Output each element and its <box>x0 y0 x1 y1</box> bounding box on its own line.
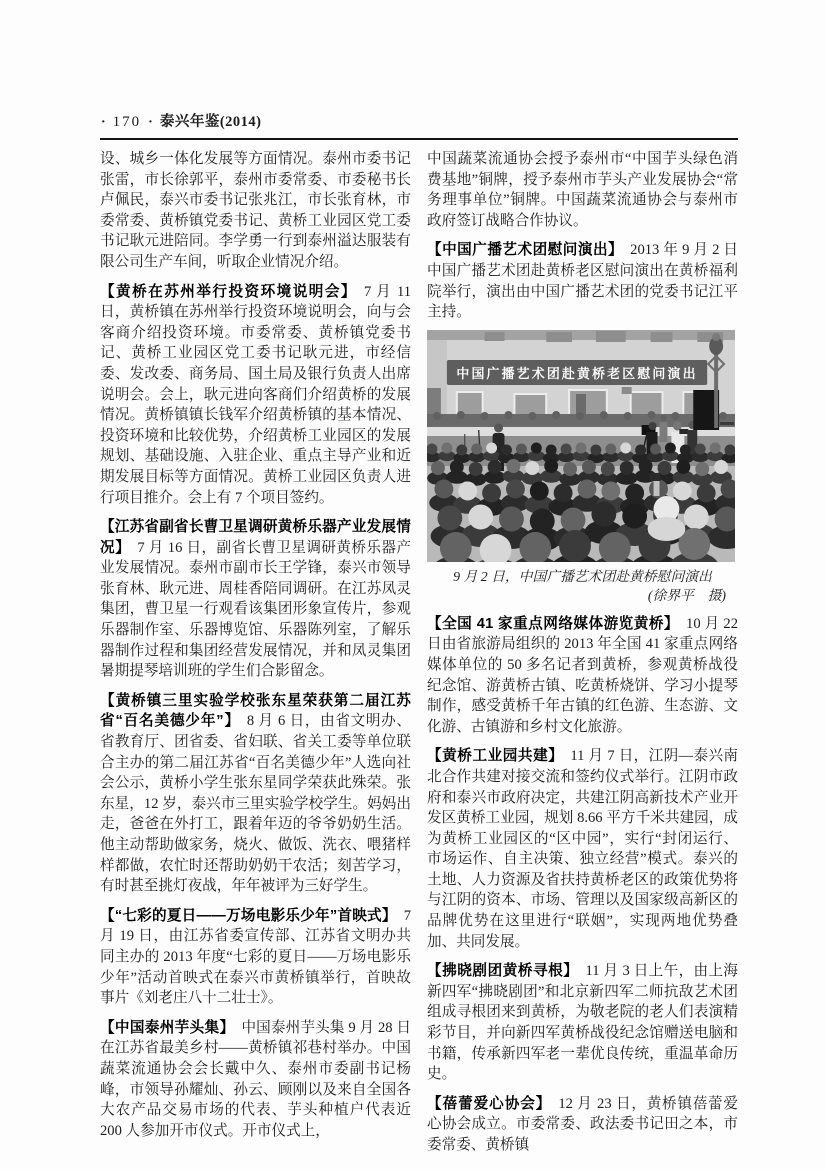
article <box>100 906 411 1009</box>
article <box>427 746 738 952</box>
article-heading: 【黄桥在苏州举行投资环境说明会】 <box>100 283 357 300</box>
article-body: 11 月 3 日上午，由上海新四军“拂晓剧团”和北京新四军二师抗敌艺术团组成寻根团来到黄桥，为敬老院的老人们表演精彩节目，并向新四军黄桥战役纪念馆赠送电脑和书籍，传承新四军老一辈优良传统，重温革命历史。 <box>427 963 738 1083</box>
left-column <box>100 149 411 1156</box>
article-heading: 【拂晓剧团黄桥寻根】 <box>427 963 579 980</box>
banner-text: 中国广播艺术团赴黄桥老区慰问演出 <box>456 365 698 381</box>
news-photo <box>427 330 735 562</box>
book-title: 泰兴年鉴(2014) <box>159 114 262 130</box>
continuation-paragraph: 设、城乡一体化发展等方面情况。泰州市委书记张雷，市长徐郭平，泰州市委常委、市委秘书长卢佩民，泰兴市委书记张兆江，市长张育林，市委常委、黄桥镇党委书记、黄桥工业园区党工委书记耿元进陪同。李学勇一行到泰州溢达服装有限公司生产车间，听取企业情况介绍。 <box>100 151 411 270</box>
article-body: 12 月 23 日，黄桥镇蓓蕾爱心协会成立。市委常委、政法委书记田之本，市委常委、黄桥镇 <box>427 1095 738 1153</box>
article <box>427 614 738 738</box>
photo-caption: 9 月 2 日，中国广播艺术团赴黄桥慰问演出 <box>453 568 712 584</box>
article-body: 8 月 6 日，由省文明办、省教育厅、团省委、省妇联、省关工委等单位联合主办的第二届江苏省“百名美德少年”人选向社会公示，黄桥小学生张东星同学荣获此殊荣。张东星，12 岁，泰兴市三里实验学校学生。妈妈出走，爸爸在外打工，跟着年迈的爷爷奶奶生活。他主动帮助做家务，烧火、做饭、洗衣、喂猪样样都做，农忙时还帮助奶奶干农活；刻苦学习，有时甚至挑灯夜战，年年被评为三好学生。 <box>100 713 411 895</box>
header-rule <box>100 138 738 140</box>
two-column-body <box>100 149 738 1156</box>
article-heading: 【中国广播艺术团慰问演出】 <box>427 242 624 259</box>
page-number: 170 <box>112 114 142 130</box>
article <box>100 517 411 682</box>
news-photo-scene <box>427 330 735 562</box>
article-body: 7 月 11 日，黄桥镇在苏州举行投资环境说明会，向与会客商介绍投资环境。市委常委、黄桥镇党委书记、黄桥工业园区党工委书记耿元进，市经信委、发改委、商务局、国土局及银行负责人出席说明会。会上，耿元进向客商们介绍黄桥的发展情况。黄桥镇镇长钱军介绍黄桥镇的基本情况、投资环境和比较优势，介绍黄桥工业园区的发展规划、基础设施、入驻企业、重点主导产业和近期发展目标等方面情况。黄桥工业园区负责人进行项目推介。会上有 7 个项目签约。 <box>100 283 411 506</box>
article-body: 11 月 7 日，江阴—泰兴南北合作共建对接交流和签约仪式举行。江阴市政府和泰兴市政府决定，共建江阴高新技术产业开发区黄桥工业园，规划 8.66 平方千米共建园，成为黄桥工业园区的“区中园”，实行“封闭运行、市场运作、自主决策、独立经营”模式。泰兴的土地、人力资源及省扶持黄桥老区的政策优势将与江阴的资本、市场、管理以及国家级高新区的品牌优势在这里进行“联姻”，实现两地优势叠加、共同发展。 <box>427 748 738 950</box>
article-body: 中国泰州芋头集 9 月 28 日在江苏省最美乡村——黄桥镇祁巷村举办。中国蔬菜流通协会会长戴中久、泰州市委副书记杨峰，市领导孙耀灿、孙云、顾刚以及来自全国各大农产品交易市场的代表、芋头种植户代表近 200 人参加开市仪式。开市仪式上， <box>100 1019 411 1139</box>
article-body: 7 月 19 日，由江苏省委宣传部、江苏省文明办共同主办的 2013 年度“七彩的夏日——万场电影乐少年”活动首映式在泰兴市黄桥镇举行，首映故事片《刘老庄八十二壮士》。 <box>100 907 411 1007</box>
article-heading: 【蓓蕾爱心协会】 <box>427 1095 552 1112</box>
continuation-paragraph: 中国蔬菜流通协会授予泰州市“中国芋头绿色消费基地”铜牌，授予泰州市芋头产业发展协会“常务理事单位”铜牌。中国蔬菜流通协会与泰州市政府签订战略合作协议。 <box>427 151 738 229</box>
article-body: 2013 年 9 月 2 日中国广播艺术团赴黄桥老区慰问演出在黄桥福利院举行，演出由中国广播艺术团的党委书记江平主持。 <box>427 242 738 321</box>
article-heading: 【江苏省副省长曹卫星调研黄桥乐器产业发展情况】 <box>100 519 411 556</box>
article-heading: 【全国 41 家重点网络媒体游览黄桥】 <box>427 615 680 632</box>
article-heading: 【黄桥工业园共建】 <box>427 748 564 765</box>
article <box>427 240 738 322</box>
article <box>100 691 411 897</box>
article <box>100 1018 411 1142</box>
article-body: 7 月 16 日，副省长曹卫星调研黄桥乐器产业发展情况。泰州市副市长王学锋，泰兴市领导张育林、耿元进、周桂香陪同调研。在江苏凤灵集团，曹卫星一行观看该集团形象宣传片，参观乐器制作室、乐器博览馆、乐器陈列室，了解乐器制作过程和集团经营发展情况，并和凤灵集团暑期提琴培训班的学生们合影留念。 <box>100 539 411 680</box>
article <box>427 961 738 1085</box>
article-heading: 【中国泰州芋头集】 <box>100 1019 235 1036</box>
header-dot-left: · <box>101 115 106 130</box>
audience-crowd <box>427 442 735 562</box>
article-heading: 【“七彩的夏日——万场电影乐少年”首映式】 <box>100 907 397 924</box>
article <box>427 1094 738 1156</box>
article-heading: 【黄桥镇三里实验学校张东星荣获第二届江苏省“百名美德少年”】 <box>100 692 411 730</box>
article <box>100 282 411 509</box>
photo-credit: (徐界平 摄) <box>647 587 726 603</box>
right-column <box>427 149 738 1156</box>
page-header <box>101 110 738 131</box>
article-body: 10 月 22 日由省旅游局组织的 2013 年全国 41 家重点网络媒体单位的 50 多名记者到黄桥，参观黄桥战役纪念馆、游黄桥古镇、吃黄桥烧饼、学习小提琴制作，感受黄桥千年古镇的红色游、生态游、文化游、古镇游和乡村文化旅游。 <box>427 615 738 735</box>
header-dot-right: · <box>148 115 153 130</box>
